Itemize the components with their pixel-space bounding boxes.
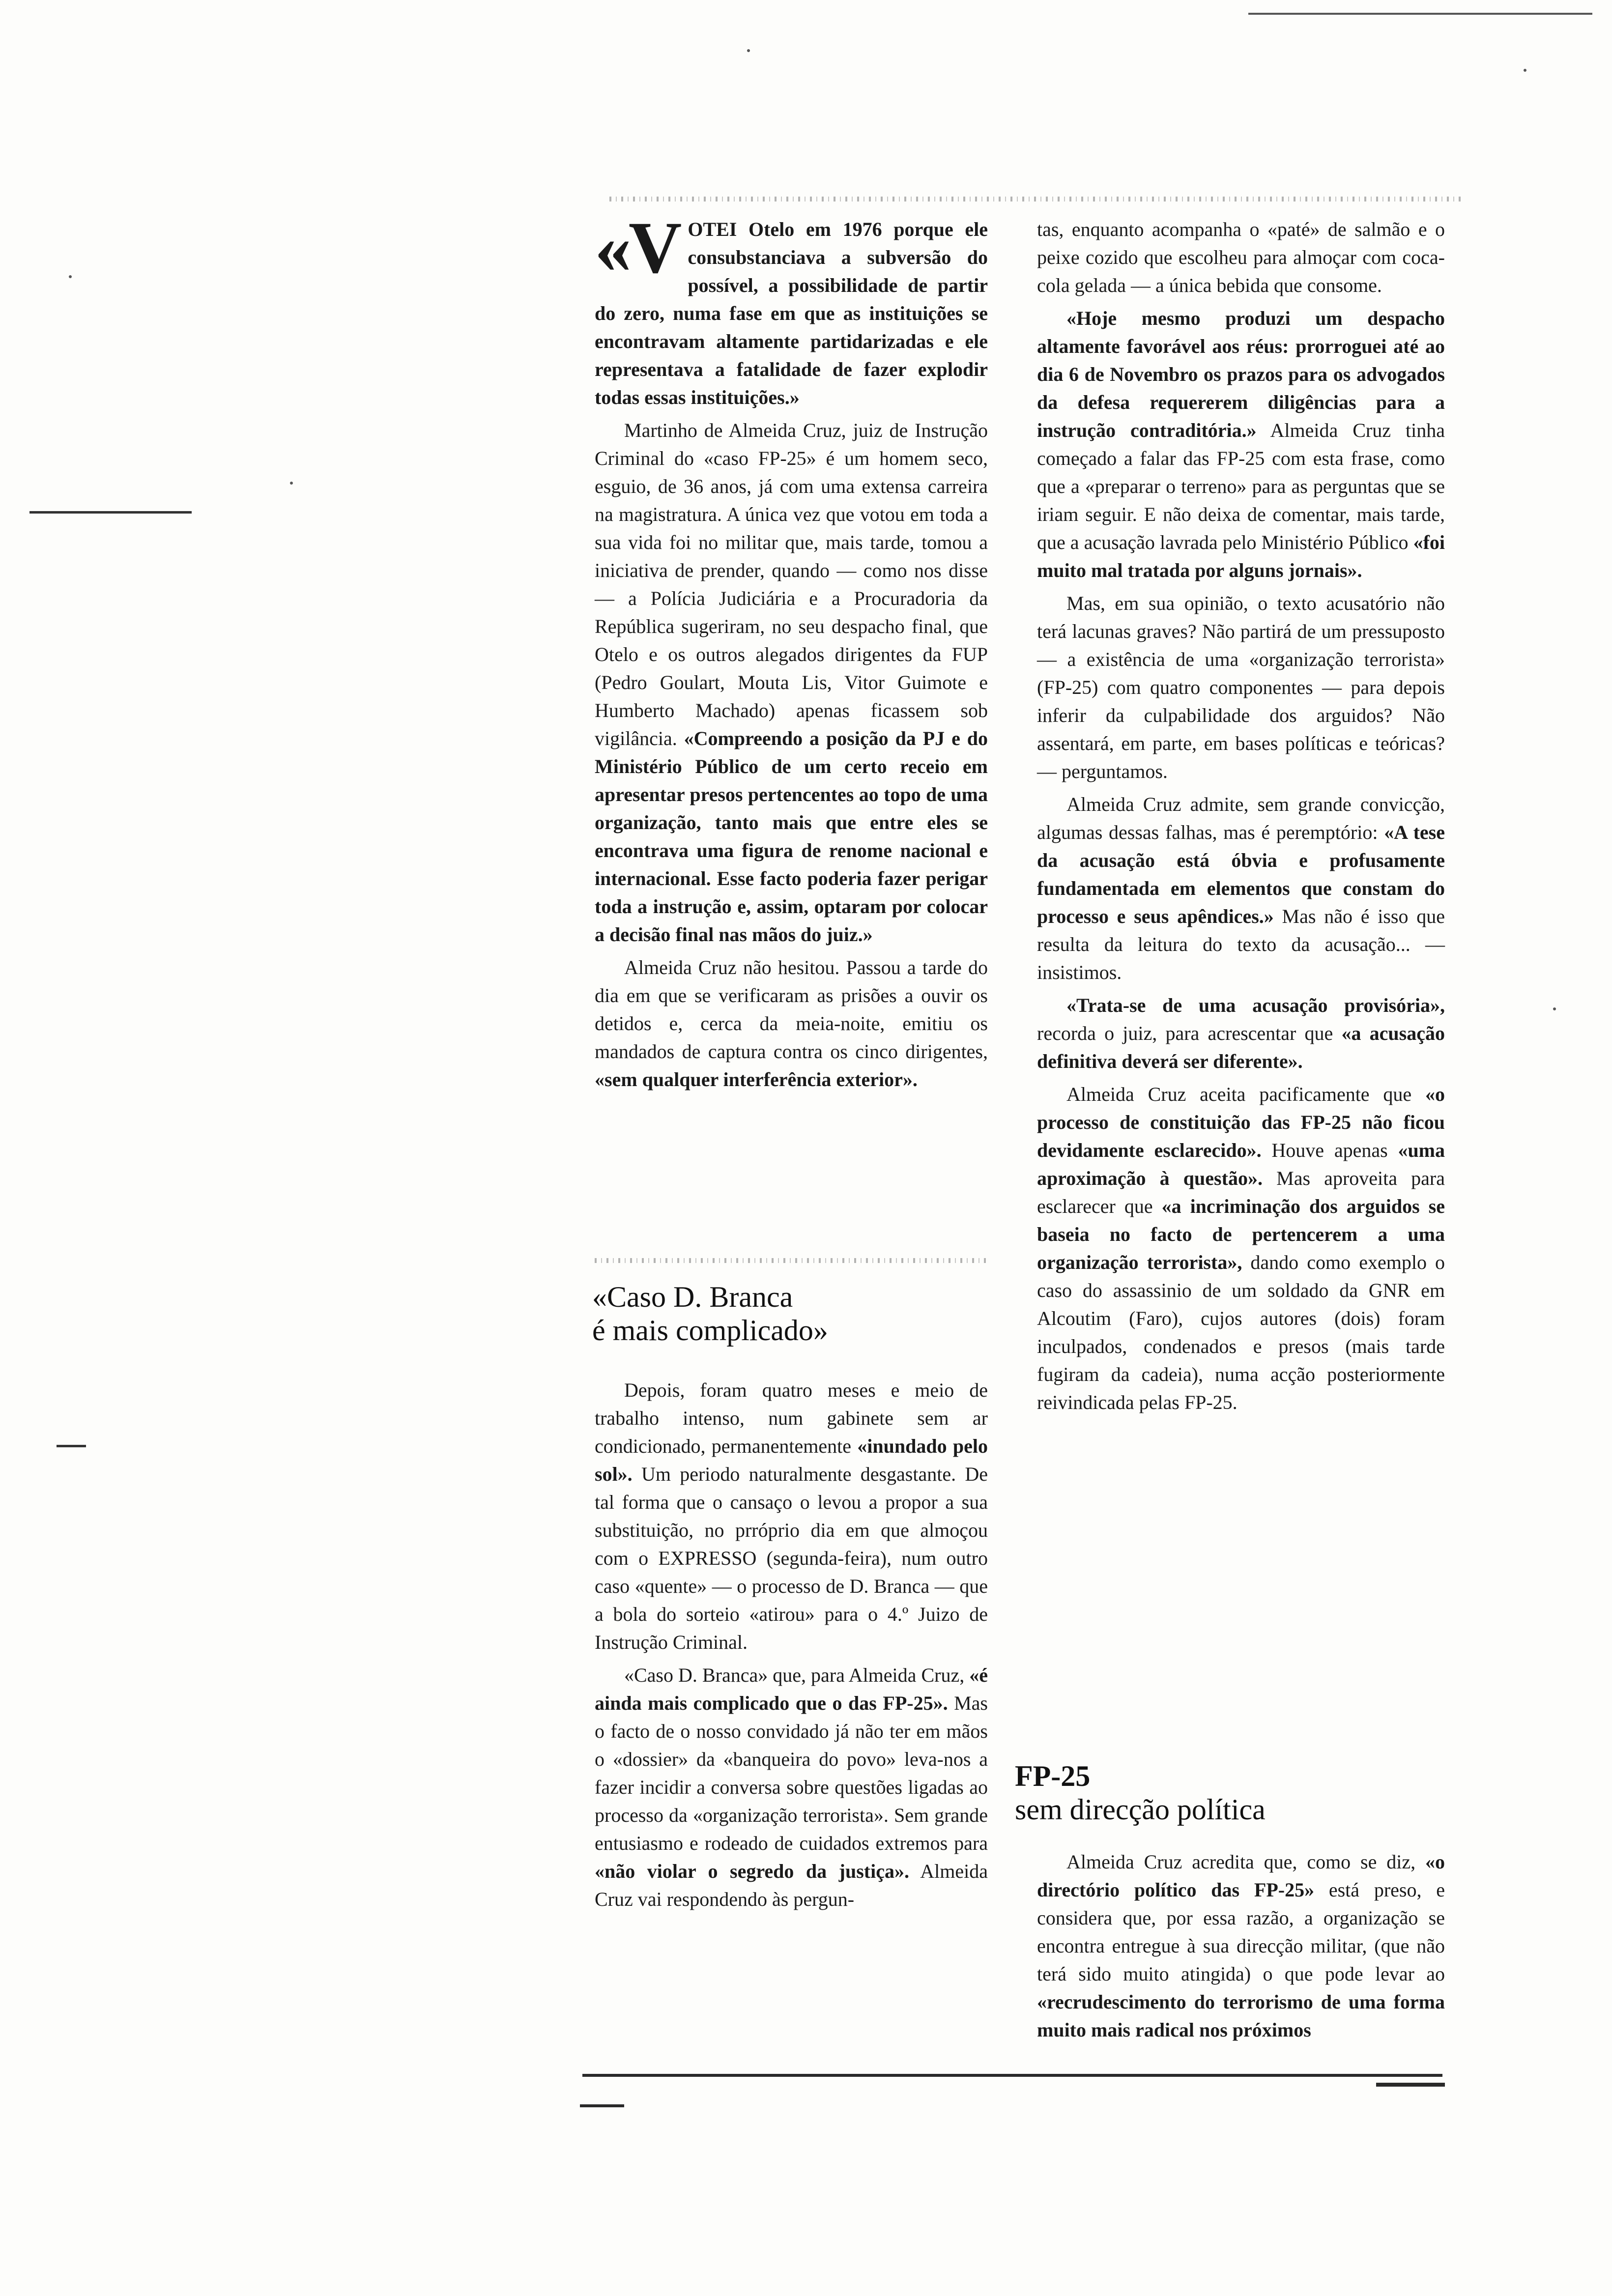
left-margin-mark [57, 1445, 86, 1447]
scan-speck [1553, 1007, 1556, 1010]
paragraph: «Caso D. Branca» que, para Almeida Cruz, «é ainda mais complicado que o das FP-25». Mas o facto de o nosso convidado já não ter em mãos o «dossier» da «banqueira do povo» leva-nos a fazer incidir a conversa sobre questões ligadas ao processo da «organização terrorista». Sem grande entusiasmo e rodeado de cuidados extremos para «não violar o segredo da justiça». Almeida Cruz vai respondendo às pergun- [595, 1664, 988, 1910]
paragraph: «Hoje mesmo produzi um despacho altamente favorável aos réus: prorroguei até ao dia 6 de Novembro os prazos para os advogados da defesa requererem diligências para a instrução contraditória.» Almeida Cruz tinha começado a falar das FP-25 com esta frase, como que a «preparar o terreno» para as perguntas que se iriam seguir. E não deixa de comentar, mais tarde, que a acusação lavrada pelo Ministério Público «foi muito mal tratada por alguns jornais». [1037, 307, 1445, 581]
paragraph: Mas, em sua opinião, o texto acusatório não terá lacunas graves? Não partirá de um pressuposto — a existência de uma «organização terrorista» (FP-25) com quatro componentes — para depois inferir da culpabilidade dos arguidos? Não assentará, em parte, em bases políticas e teóricas? — perguntamos. [1037, 592, 1445, 782]
scan-speck [290, 482, 293, 485]
left-margin-mark [29, 511, 192, 514]
scan-noise [609, 197, 1465, 201]
article-column-left [595, 207, 988, 1098]
scan-speck [1524, 69, 1526, 72]
paragraph: Almeida Cruz não hesitou. Passou a tarde do dia em que se verificaram as prisões a ouvir os detidos e, cerca da meia-noite, emitiu os mandados de captura contra os cinco dirigentes, «sem qualquer interferência exterior». [595, 956, 988, 1091]
scan-noise [595, 1258, 988, 1263]
paragraph: Almeida Cruz aceita pacificamente que «o processo de constituição das FP-25 não ficou devidamente esclarecido». Houve apenas «uma aproximação à questão». Mas aproveita para esclarecer que «a incriminação dos arguidos se baseia no facto de pertencerem a uma organização terrorista», dando como exemplo o caso do assassinio de um soldado da GNR em Alcoutim (Faro), cujos autores (dois) foram inculpados, condenados e presos (mais tarde fugiram da cadeia), numa acção posteriormente reivindicada pelas FP-25. [1037, 1083, 1445, 1413]
paragraph: Almeida Cruz admite, sem grande convicção, algumas dessas falhas, mas é peremptório: «A tese da acusação está óbvia e profusamente fundamentada em elementos que constam do processo e seus apêndices.» Mas não é isso que resulta da leitura do texto da acusação... — insistimos. [1037, 793, 1445, 983]
article-column-right-lower [1037, 1848, 1445, 2049]
paragraph: «Trata-se de uma acusação provisória», recorda o juiz, para acrescentar que «a acusação definitiva deverá ser diferente». [1037, 994, 1445, 1072]
bottom-rule-short [1376, 2083, 1445, 2087]
paragraph: tas, enquanto acompanha o «paté» de salmão e o peixe cozido que escolheu para almoçar com coca-cola gelada — a única bebida que consome. [1037, 218, 1445, 296]
article-column-right [1037, 215, 1445, 1421]
bottom-rule-short [580, 2104, 624, 2107]
drop-cap: «V [595, 207, 679, 288]
paragraph: Depois, foram quatro meses e meio de trabalho intenso, num gabinete sem ar condicionado, permanentemente «inundado pelo sol». Um periodo naturalmente desgastante. De tal forma que o cansaço o levou a propor a sua substituição, no prróprio dia em que almoçou com o EXPRESSO (segunda-feira), num outro caso «quente» — o processo de D. Branca — que a bola do sorteio «atirou» para o 4.º Juizo de Instrução Criminal. [595, 1379, 988, 1653]
scan-speck [69, 275, 72, 278]
article-column-left-lower [595, 1376, 988, 1918]
bottom-rule [582, 2074, 1442, 2077]
opening-quote-text: OTEI Otelo em 1976 porque ele consubstanciava a subversão do possível, a possibilidade de partir do zero, numa fase em que as instituições se encontravam altamente partidarizadas e ele representava a fatalidade de fazer explodir todas essas instituições.» [595, 218, 988, 408]
subheading-fp25: FP-25 sem direcção política [1015, 1760, 1266, 1826]
paragraph: Almeida Cruz acredita que, como se diz, «o directório político das FP-25» está preso, e considera que, por essa razão, a organização se encontra entregue à sua direcção militar, (que não terá sido muito atingida) o que pode levar ao «recrudescimento do terrorismo de uma forma muito mais radical nos próximos [1037, 1851, 1445, 2041]
paragraph-opening [595, 207, 988, 411]
scan-speck [747, 49, 750, 52]
paragraph: Martinho de Almeida Cruz, juiz de Instrução Criminal do «caso FP-25» é um homem seco, esguio, de 36 anos, já com uma extensa carreira na magistratura. A única vez que votou em toda a sua vida foi no militar que, mais tarde, tomou a iniciativa de prender, quando — como nos disse — a Polícia Judiciária e a Procuradoria da República sugeriram, no seu despacho final, que Otelo e os outros alegados dirigentes da FUP (Pedro Goulart, Mouta Lis, Vitor Guimote e Humberto Machado) apenas ficassem sob vigilância. «Compreendo a posição da PJ e do Ministério Público de um certo receio em apresentar presos pertencentes ao topo de uma organização, tanto mais que entre eles se encontrava uma figura de renome nacional e internacional. Esse facto poderia fazer perigar toda a instrução e, assim, optaram por colocar a decisão final nas mãos do juiz.» [595, 419, 988, 946]
subheading-caso-d-branca: «Caso D. Branca é mais complicado» [592, 1281, 828, 1347]
top-edge-line [1248, 13, 1592, 15]
